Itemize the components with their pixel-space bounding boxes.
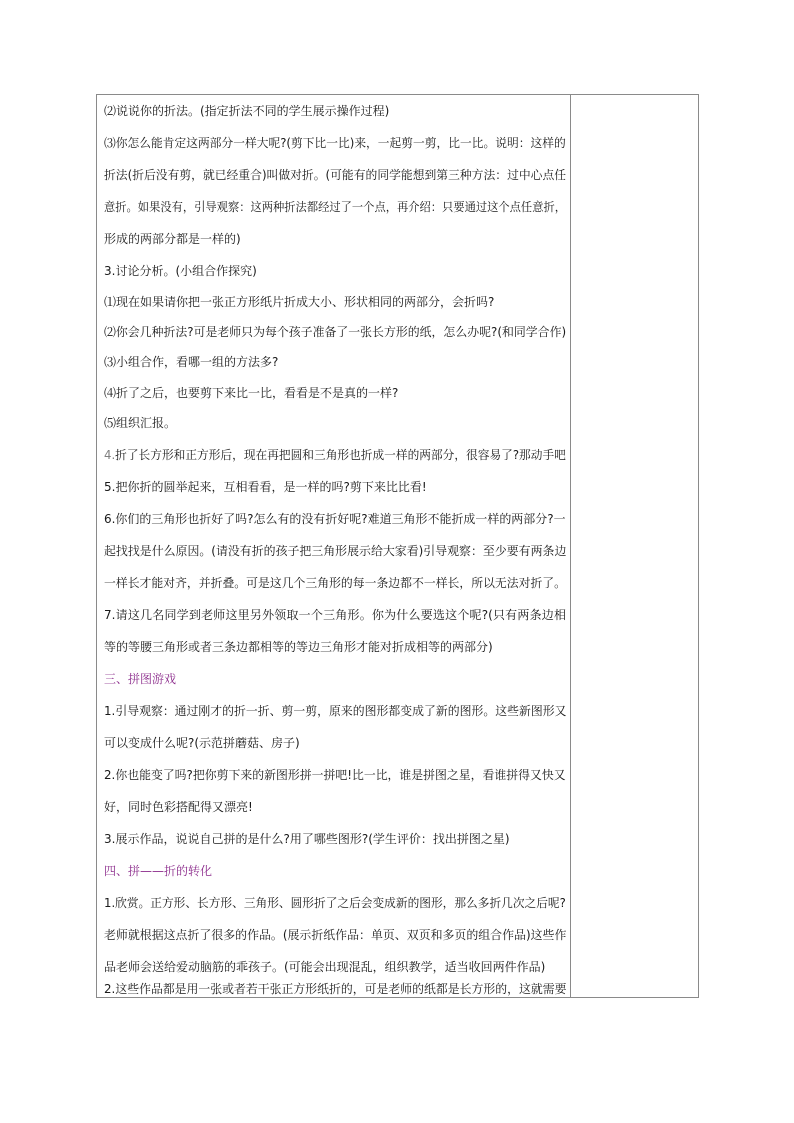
- text-line: 一样长才能对齐，并折叠。可是这几个三角形的每一条边都不一样长，所以无法对折了。: [104, 576, 567, 590]
- text-line: 5.把你折的圆举起来，互相看看，是一样的吗?剪下来比比看!: [104, 480, 427, 494]
- text-line: 3.展示作品，说说自己拼的是什么?用了哪些图形?(学生评价：找出拼图之星): [104, 832, 510, 846]
- text-line: ⑶小组合作，看哪一组的方法多?: [104, 355, 279, 369]
- text-line: ⑷折了之后，也要剪下来比一比，看看是不是真的一样?: [104, 386, 399, 400]
- text-line: 起找找是什么原因。(请没有折的孩子把三角形展示给大家看)引导观察：至少要有两条边: [104, 544, 567, 558]
- item-number: 4.: [104, 448, 116, 462]
- text-line: ⑶你怎么能肯定这两部分一样大呢?(剪下比一比)来，一起剪一剪，比一比。说明：这样的: [104, 136, 566, 150]
- section-heading: 四、拼——折的转化: [104, 864, 213, 878]
- text-line: 1.引导观察：通过刚才的折一折、剪一剪，原来的图形都变成了新的图形。这些新图形又: [104, 704, 567, 718]
- text-line: ⑵你会几种折法?可是老师只为每个孩子准备了一张长方形的纸，怎么办呢?(和同学合作): [104, 325, 567, 339]
- text-line: 7.请这几名同学到老师这里另外领取一个三角形。你为什么要选这个呢?(只有两条边相: [104, 608, 566, 622]
- text-line: ⑸组织汇报。: [104, 416, 177, 430]
- text-line: 折法(折后没有剪，就已经重合)叫做对折。(可能有的同学能想到第三种方法：过中心点任: [104, 168, 567, 182]
- text-line: ⑵说说你的折法。(指定折法不同的学生展示操作过程): [104, 104, 390, 118]
- text-line: 3.讨论分析。(小组合作探究): [104, 264, 257, 278]
- section-heading: 三、拼图游戏: [104, 672, 177, 686]
- text-line: 可以变成什么呢?(示范拼蘑菇、房子): [104, 736, 300, 750]
- text-line: 6.你们的三角形也折好了吗?怎么有的没有折好呢?难道三角形不能折成一样的两部分?一: [104, 512, 566, 526]
- lesson-table: [96, 94, 699, 998]
- text-line: 意折。如果没有，引导观察：这两种折法都经过了一个点，再介绍：只要通过这个点任意折，: [104, 200, 567, 214]
- item-text: 折了长方形和正方形后，现在再把圆和三角形也折成一样的两部分，很容易了?那动手吧: [115, 448, 566, 462]
- text-line: 好，同时色彩搭配得又漂亮!: [104, 800, 253, 814]
- notes-cell: [571, 95, 699, 997]
- text-line: 品老师会送给爱动脑筋的乖孩子。(可能会出现混乱，组织教学，适当收回两件作品): [104, 960, 546, 974]
- text-line: 形成的两部分都是一样的): [104, 232, 241, 246]
- text-line: ⑴现在如果请你把一张正方形纸片折成大小、形状相同的两部分，会折吗?: [104, 295, 495, 309]
- text-line: 老师就根据这点折了很多的作品。(展示折纸作品：单页、双页和多页的组合作品)这些作: [104, 928, 567, 942]
- text-line: 2.这些作品都是用一张或者若干张正方形纸折的，可是老师的纸都是长方形的，这就需要: [104, 982, 567, 996]
- text-line-item-4: [104, 447, 566, 463]
- text-line: 2.你也能变了吗?把你剪下来的新图形拼一拼吧!比一比，谁是拼图之星，看谁拼得又快又: [104, 768, 566, 782]
- text-line: 等的等腰三角形或者三条边都相等的等边三角形才能对折成相等的两部分): [104, 640, 493, 654]
- text-line: 1.欣赏。正方形、长方形、三角形、圆形折了之后会变成新的图形，那么多折几次之后呢?: [104, 896, 566, 910]
